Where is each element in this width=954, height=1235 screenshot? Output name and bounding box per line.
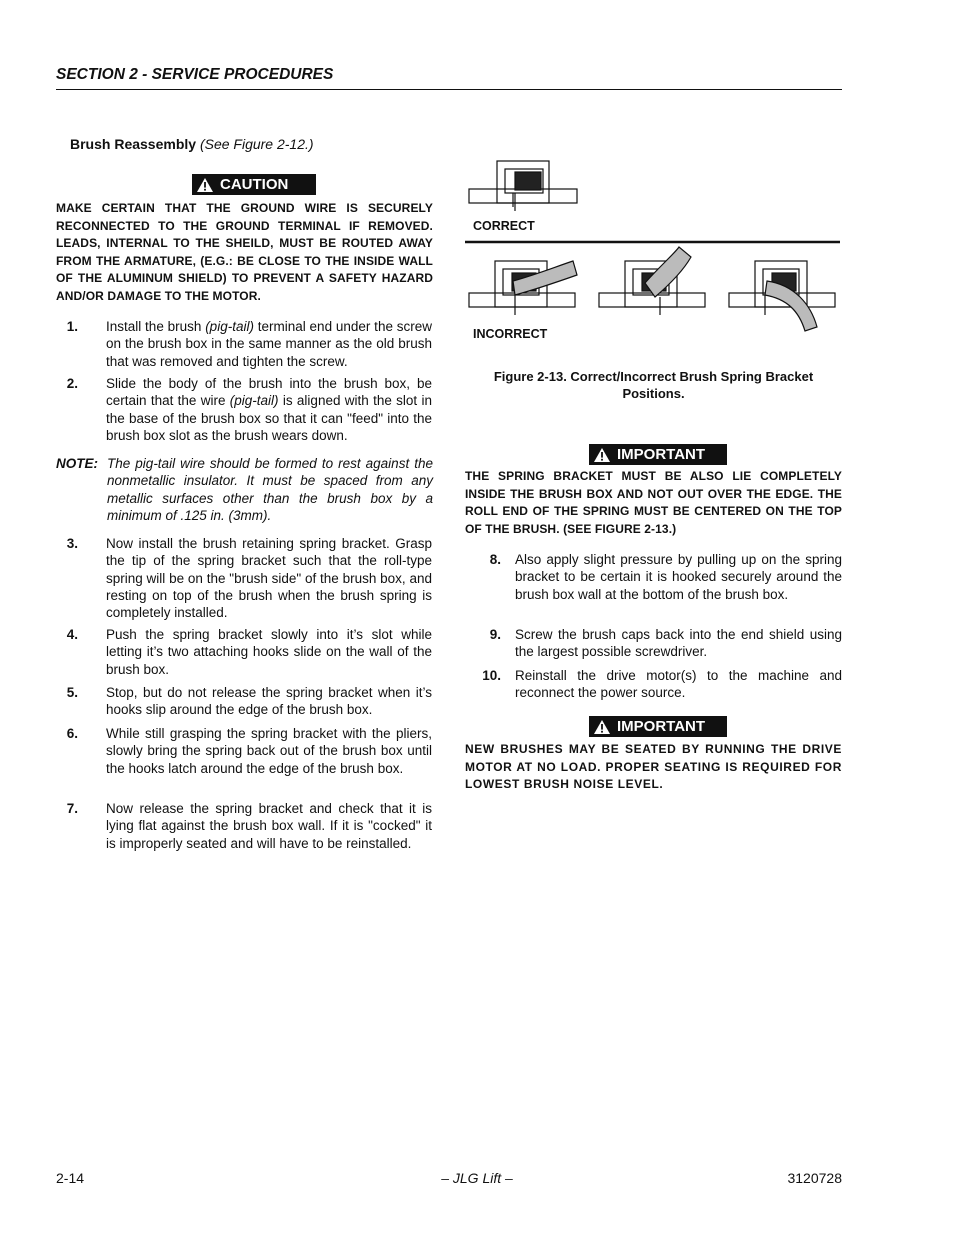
subsection-reference: (See Figure 2-12.)	[199, 136, 314, 152]
subsection-heading	[70, 136, 314, 152]
important-label: IMPORTANT	[617, 718, 706, 735]
step-number: 4.	[66, 627, 78, 642]
section-title: SECTION 2 - SERVICE PROCEDURES	[56, 66, 334, 83]
step-number: 6.	[66, 726, 78, 741]
step-text: Push the spring bracket slowly into it’s slot while letting it’s two attaching hooks slide on the wall of the brush box.	[106, 627, 432, 677]
important-badge	[589, 444, 727, 465]
page-number: 2-14	[56, 1170, 85, 1186]
note-text: The pig-tail wire should be formed to rest against the nonmetallic insulator. It must be spaced from any metallic surfaces other than the brush box by a minimum of .125 in. (3mm).	[107, 456, 433, 523]
step-text: Stop, but do not release the spring bracket when it’s hooks slip around the edge of the brush box.	[106, 685, 432, 718]
step-number: 9.	[489, 627, 501, 642]
figure-caption	[465, 368, 842, 402]
step-number: 2.	[66, 376, 78, 391]
step-number: 10.	[482, 668, 501, 683]
step-text: Install the brush (pig-tail) terminal end under the screw on the brush box in the same manner as the old brush that was removed and tighten the screw.	[106, 319, 432, 369]
important-badge	[589, 716, 727, 737]
step-number: 3.	[66, 536, 78, 551]
correct-brush-box-illustration	[469, 161, 577, 211]
step-text: Now install the brush retaining spring bracket. Grasp the tip of the spring bracket such that the roll-type spring will be on the "brush side" of the brush box, and resting on top of the brush when the brush spring is completely installed.	[106, 536, 432, 621]
figure-label-incorrect: INCORRECT	[473, 327, 548, 341]
step-text: Reinstall the drive motor(s) to the machine and reconnect the power source.	[515, 668, 842, 701]
footer-center-text: – JLG Lift –	[441, 1170, 513, 1186]
warning-triangle-icon	[593, 447, 611, 463]
incorrect-brush-box-illustration-1	[469, 261, 577, 315]
step-text: Also apply slight pressure by pulling up on the spring bracket to be certain it is hooked securely around the brush box wall at the bottom of the brush box.	[515, 552, 842, 602]
step-number: 7.	[66, 801, 78, 816]
step-text: While still grasping the spring bracket with the pliers, slowly bring the spring back out of the brush box until the hooks latch around the edge of the brush box.	[106, 726, 432, 776]
header-rule	[56, 89, 842, 90]
warning-triangle-icon	[196, 177, 214, 193]
important-text: THE SPRING BRACKET MUST BE ALSO LIE COMPLETELY INSIDE THE BRUSH BOX AND NOT OUT OVER THE EDGE. THE ROLL END OF THE SPRING MUST BE CENTERED ON THE TOP OF THE BRUSH. (SEE FIGURE 2-13.)	[465, 469, 842, 536]
figure-caption-line-1: Figure 2-13. Correct/Incorrect Brush Spring Bracket	[493, 369, 814, 384]
figure-caption-line-2: Positions.	[622, 386, 685, 401]
step-number: 5.	[66, 685, 78, 700]
note-label: NOTE:	[56, 456, 98, 471]
subsection-title: Brush Reassembly	[70, 136, 197, 152]
step-text: Now release the spring bracket and check that it is lying flat against the brush box wall. If it is "cocked" it is improperly seated and will have to be reinstalled.	[106, 801, 432, 851]
step-number: 8.	[489, 552, 501, 567]
warning-triangle-icon	[593, 719, 611, 735]
figure-label-correct: CORRECT	[473, 219, 535, 233]
step-number: 1.	[66, 319, 78, 334]
step-text: Slide the body of the brush into the brush box, be certain that the wire (pig-tail) is aligned with the slot in the base of the brush box so that it can "feed" into the brush box slot as the brush wears down.	[106, 376, 432, 443]
document-number: 3120728	[787, 1170, 842, 1186]
incorrect-brush-box-illustration-2	[599, 247, 705, 315]
step-text: Screw the brush caps back into the end shield using the largest possible screwdriver.	[515, 627, 842, 660]
caution-label: CAUTION	[220, 176, 289, 193]
caution-text: MAKE CERTAIN THAT THE GROUND WIRE IS SECURELY RECONNECTED TO THE GROUND TERMINAL IF REMOVED. LEADS, INTERNAL TO THE SHEILD, MUST BE ROUTED AWAY FROM THE ARMATURE, (E.G.: BE CLOSE TO THE INSIDE WALL OF THE ALUMINUM SHIELD) TO PREVENT A SAFETY HAZARD AND/OR DAMAGE TO THE MOTOR.	[56, 201, 433, 303]
important-label: IMPORTANT	[617, 446, 706, 463]
caution-badge	[192, 174, 316, 195]
brush-spring-figure	[465, 155, 842, 335]
incorrect-brush-box-illustration-3	[729, 261, 835, 331]
important-text: NEW BRUSHES MAY BE SEATED BY RUNNING THE DRIVE MOTOR AT NO LOAD. PROPER SEATING IS REQUIRED FOR LOWEST BRUSH NOISE LEVEL.	[465, 742, 842, 792]
